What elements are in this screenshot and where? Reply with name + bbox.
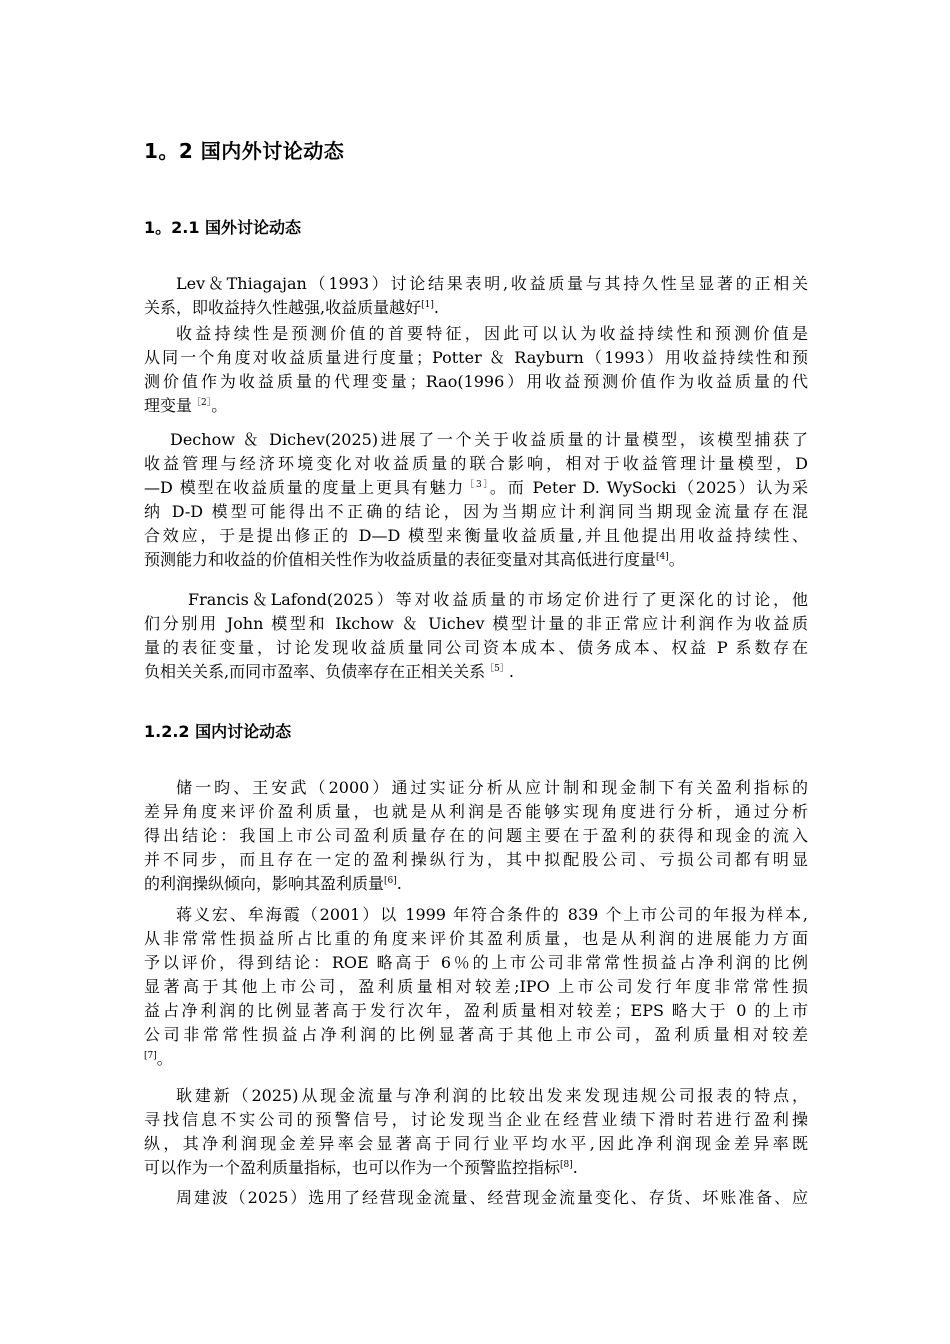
text-line: 得出结论：我国上市公司盈利质量存在的问题主要在于盈利的获得和现金的流入: [144, 826, 808, 845]
citation: [8]: [560, 1160, 573, 1170]
text-line: 量的表征变量，讨论发现收益质量同公司资本成本、债务成本、权益 P 系数存在: [144, 638, 808, 657]
citation: [4]: [656, 552, 669, 562]
section-title: 1。2 国内外讨论动态: [144, 139, 345, 163]
citation: ［3］: [465, 480, 490, 490]
text-line: 理变量$^{[2]}$。: [144, 396, 228, 415]
text-line: 纳 D-D 模型可能得出不正确的结论，因为当期应计利润同当期现金流量存在混: [144, 502, 808, 521]
citation: [7]: [144, 1051, 157, 1061]
text-line: 从同一个角度对收益质量进行度量；Potter ＆ Rayburn（1993）用收益持续性和预: [144, 348, 808, 367]
paragraph-lev-thiagajan: [144, 272, 808, 320]
citation: [1]: [421, 300, 434, 310]
text-line: 差异角度来评价盈利质量，也就是从利润是否能够实现角度进行分析，通过分析: [144, 802, 808, 821]
text-line: 关系，即收益持久性越强,收益质量越好[1].: [144, 298, 439, 317]
text-line: Francis＆Lafond(2025）等对收益质量的市场定价进行了更深化的讨论，他: [188, 590, 808, 609]
text-line: 周建波（2025）选用了经营现金流量、经营现金流量变化、存货、坏账准备、应: [176, 1188, 808, 1207]
subsection-domestic-title: 1.2.2 国内讨论动态: [144, 722, 292, 741]
text-line: 并不同步，而且存在一定的盈利操纵行为，其中拟配股公司、亏损公司都有明显: [144, 850, 808, 869]
text-line: 预测能力和收益的价值相关性作为收益质量的表征变量对其高低进行度量[4]。: [144, 550, 685, 569]
citation: ［2］: [192, 398, 212, 408]
paragraph-francis-lafond: [144, 588, 808, 684]
text-line: 合效应，于是提出修正的 D—D 模型来衡量收益质量,并且他提出用收益持续性、: [144, 526, 808, 545]
citation: ［5］: [485, 664, 509, 674]
text-line: 测价值作为收益质量的代理变量；Rao(1996）用收益预测价值作为收益质量的代: [144, 372, 808, 391]
paragraph-earnings-persistence: [144, 322, 808, 418]
text-line: 储一昀、王安武（2000）通过实证分析从应计制和现金制下有关盈利指标的: [176, 778, 808, 797]
citation: [6]: [384, 876, 397, 886]
subsection-foreign-title: 1。2.1 国外讨论动态: [144, 218, 302, 237]
text-line: 的利润操纵倾向，影响其盈利质量[6].: [144, 874, 402, 893]
text-line: 予以评价，得到结论：ROE 略高于 6％的上市公司非常常性损益占净利润的比例: [144, 953, 808, 972]
text-line: 蒋义宏、牟海霞（2001）以 1999 年符合条件的 839 个上市公司的年报为样本,: [176, 905, 808, 924]
text-line: 从非常常性损益所占比重的角度来评价其盈利质量，也是从利润的进展能力方面: [144, 929, 808, 948]
paragraph-zhou: [144, 1186, 808, 1210]
text-line: [7]。: [144, 1049, 173, 1068]
text-line: 可以作为一个盈利质量指标，也可以作为一个预警监控指标[8].: [144, 1158, 578, 1177]
paragraph-jiang-mou: [144, 903, 808, 1071]
text-line: 收益管理与经济环境变化对收益质量的联合影响，相对于收益管理计量模型，D: [144, 454, 808, 473]
text-line: Lev＆Thiagajan（1993）讨论结果表明,收益质量与其持久性呈显著的正相关: [176, 274, 808, 293]
text-line: Dechow ＆ Dichev(2025)进展了一个关于收益质量的计量模型，该模型捕获了: [170, 430, 808, 449]
paragraph-chu-wang: [144, 776, 808, 896]
paragraph-geng: [144, 1084, 808, 1180]
text-line: 收益持续性是预测价值的首要特征，因此可以认为收益持续性和预测价值是: [176, 324, 808, 343]
text-line: 寻找信息不实公司的预警信号，讨论发现当企业在经营业绩下滑时若进行盈利操: [144, 1110, 808, 1129]
text-line: 公司非常常性损益占净利润的比例显著高于其他上市公司，盈利质量相对较差: [144, 1025, 808, 1044]
text-line: 耿建新（2025)从现金流量与净利润的比较出发来发现违规公司报表的特点，: [176, 1086, 808, 1105]
paragraph-dechow-dichev: [144, 428, 808, 572]
text-line: 纵，其净利润现金差异率会显著高于同行业平均水平,因此净利润现金差异率既: [144, 1134, 808, 1153]
text-line: 显著高于其他上市公司，盈利质量相对较差;IPO 上市公司发行年度非常常性损: [144, 977, 808, 996]
text-line: 益占净利润的比例显著高于发行次年，盈利质量相对较差；EPS 略大于 0 的上市: [144, 1001, 808, 1020]
text-line: 们分别用 John 模型和 Ikchow ＆ Uichev 模型计量的非正常应计利润作为收益质: [144, 614, 808, 633]
text-line: —D 模型在收益质量的度量上更具有魅力$^{[3]}$。而 Peter D. WySocki（2025）认为采: [144, 478, 808, 497]
text-line: 负相关关系,而同市盈率、负债率存在正相关关系$^{[5]}$.: [144, 662, 514, 681]
